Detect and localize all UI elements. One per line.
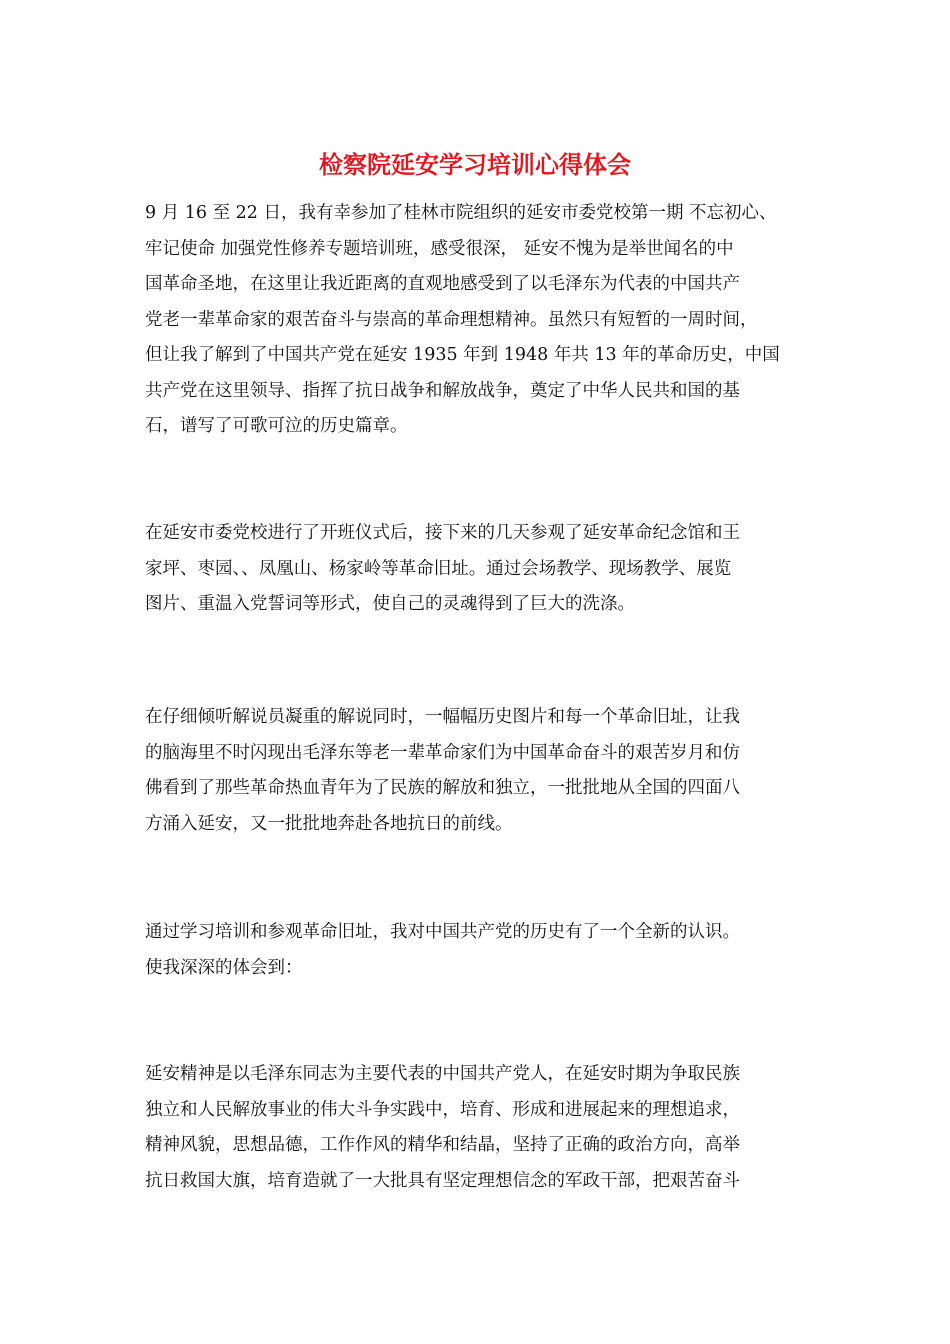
paragraph-line: 国革命圣地，在这里让我近距离的直观地感受到了以毛泽东为代表的中国共产	[145, 274, 740, 294]
paragraph-line: 图片、重温入党誓词等形式，使自己的灵魂得到了巨大的洗涤。	[145, 594, 635, 614]
paragraph-line: 党老一辈革命家的艰苦奋斗与崇高的革命理想精神。虽然只有短暂的一周时间，	[145, 309, 758, 330]
paragraph-line: 佛看到了那些革命热血青年为了民族的解放和独立，一批批地从全国的四面八	[145, 778, 740, 798]
paragraph-1	[145, 196, 810, 445]
paragraph-line: 使我深深的体会到：	[145, 957, 303, 978]
paragraph-line: 但让我了解到了中国共产党在延安 1935 年到 1948 年共 13 年的革命历史，中国	[145, 345, 780, 365]
paragraph-line: 精神风貌，思想品德，工作作风的精华和结晶，坚持了正确的政治方向，高举	[145, 1135, 740, 1155]
paragraph-4	[145, 915, 810, 986]
paragraph-line: 抗日救国大旗，培育造就了一大批具有坚定理想信念的军政干部，把艰苦奋斗	[145, 1170, 740, 1191]
paragraph-line: 的脑海里不时闪现出毛泽东等老一辈革命家们为中国革命奋斗的艰苦岁月和仿	[145, 742, 740, 763]
paragraph-5	[145, 1057, 810, 1199]
paragraph-line: 牢记使命 加强党性修养专题培训班，感受很深， 延安不愧为是举世闻名的中	[145, 238, 734, 259]
paragraph-line: 延安精神是以毛泽东同志为主要代表的中国共产党人，在延安时期为争取民族	[145, 1064, 740, 1084]
paragraph-line: 独立和人民解放事业的伟大斗争实践中，培育、形成和进展起来的理想追求，	[145, 1099, 740, 1120]
paragraph-line: 在仔细倾听解说员凝重的解说同时，一幅幅历史图片和每一个革命旧址，让我	[145, 707, 740, 727]
document-title: 检察院延安学习培训心得体会	[319, 151, 631, 179]
paragraph-line: 9 月 16 至 22 日，我有幸参加了桂林市院组织的延安市委党校第一期 不忘初心、	[145, 203, 777, 223]
paragraph-line: 在延安市委党校进行了开班仪式后，接下来的几天参观了延安革命纪念馆和王	[145, 523, 740, 543]
paragraph-line: 通过学习培训和参观革命旧址，我对中国共产党的历史有了一个全新的认识。	[145, 922, 740, 942]
paragraph-2	[145, 516, 810, 623]
paragraph-3	[145, 700, 810, 842]
paragraph-line: 共产党在这里领导、指挥了抗日战争和解放战争，奠定了中华人民共和国的基	[145, 380, 740, 401]
paragraph-line: 方涌入延安，又一批批地奔赴各地抗日的前线。	[145, 813, 513, 834]
paragraph-line: 石，谱写了可歌可泣的历史篇章。	[145, 416, 408, 436]
paragraph-line: 家坪、枣园、、凤凰山、杨家岭等革命旧址。通过会场教学、现场教学、展览	[145, 558, 732, 579]
